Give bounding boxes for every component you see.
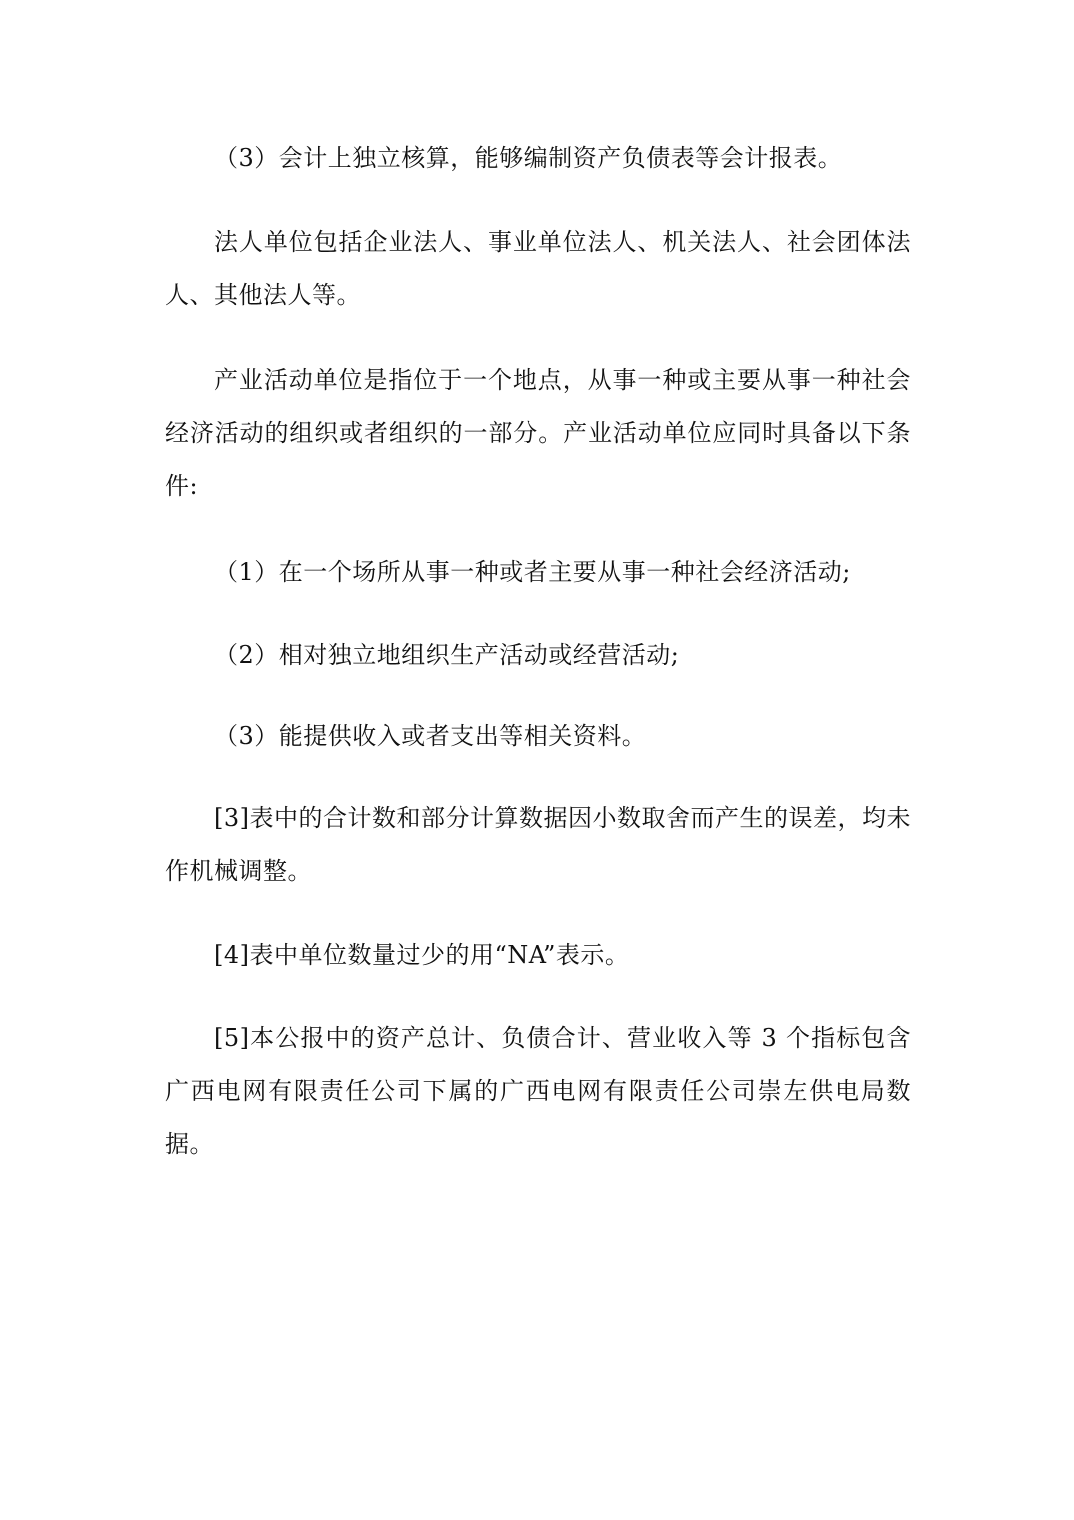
paragraph-note-3-rounding: [3]表中的合计数和部分计算数据因小数取舍而产生的误差，均未作机械调整。 (165, 804, 911, 885)
paragraph-condition-2-independent: （2）相对独立地组织生产活动或经营活动; (214, 641, 680, 669)
paragraph-industrial-activity-unit-definition: 产业活动单位是指位于一个地点，从事一种或主要从事一种社会经济活动的组织或者组织的一部分。产业活动单位应同时具备以下条件: (165, 366, 911, 500)
paragraph-condition-1-location: （1）在一个场所从事一种或者主要从事一种社会经济活动; (214, 558, 851, 586)
paragraph-condition-3-income: （3）能提供收入或者支出等相关资料。 (214, 722, 647, 750)
paragraph-note-4-na: [4]表中单位数量过少的用“NA”表示。 (214, 941, 630, 969)
paragraph-legal-entity-types: 法人单位包括企业法人、事业单位法人、机关法人、社会团体法人、其他法人等。 (165, 228, 911, 309)
paragraph-condition-3-accounting: （3）会计上独立核算，能够编制资产负债表等会计报表。 (214, 144, 843, 172)
paragraph-note-5-guangxi-grid: [5]本公报中的资产总计、负债合计、营业收入等 3 个指标包含广西电网有限责任公司下属的广西电网有限责任公司崇左供电局数据。 (165, 1024, 911, 1158)
